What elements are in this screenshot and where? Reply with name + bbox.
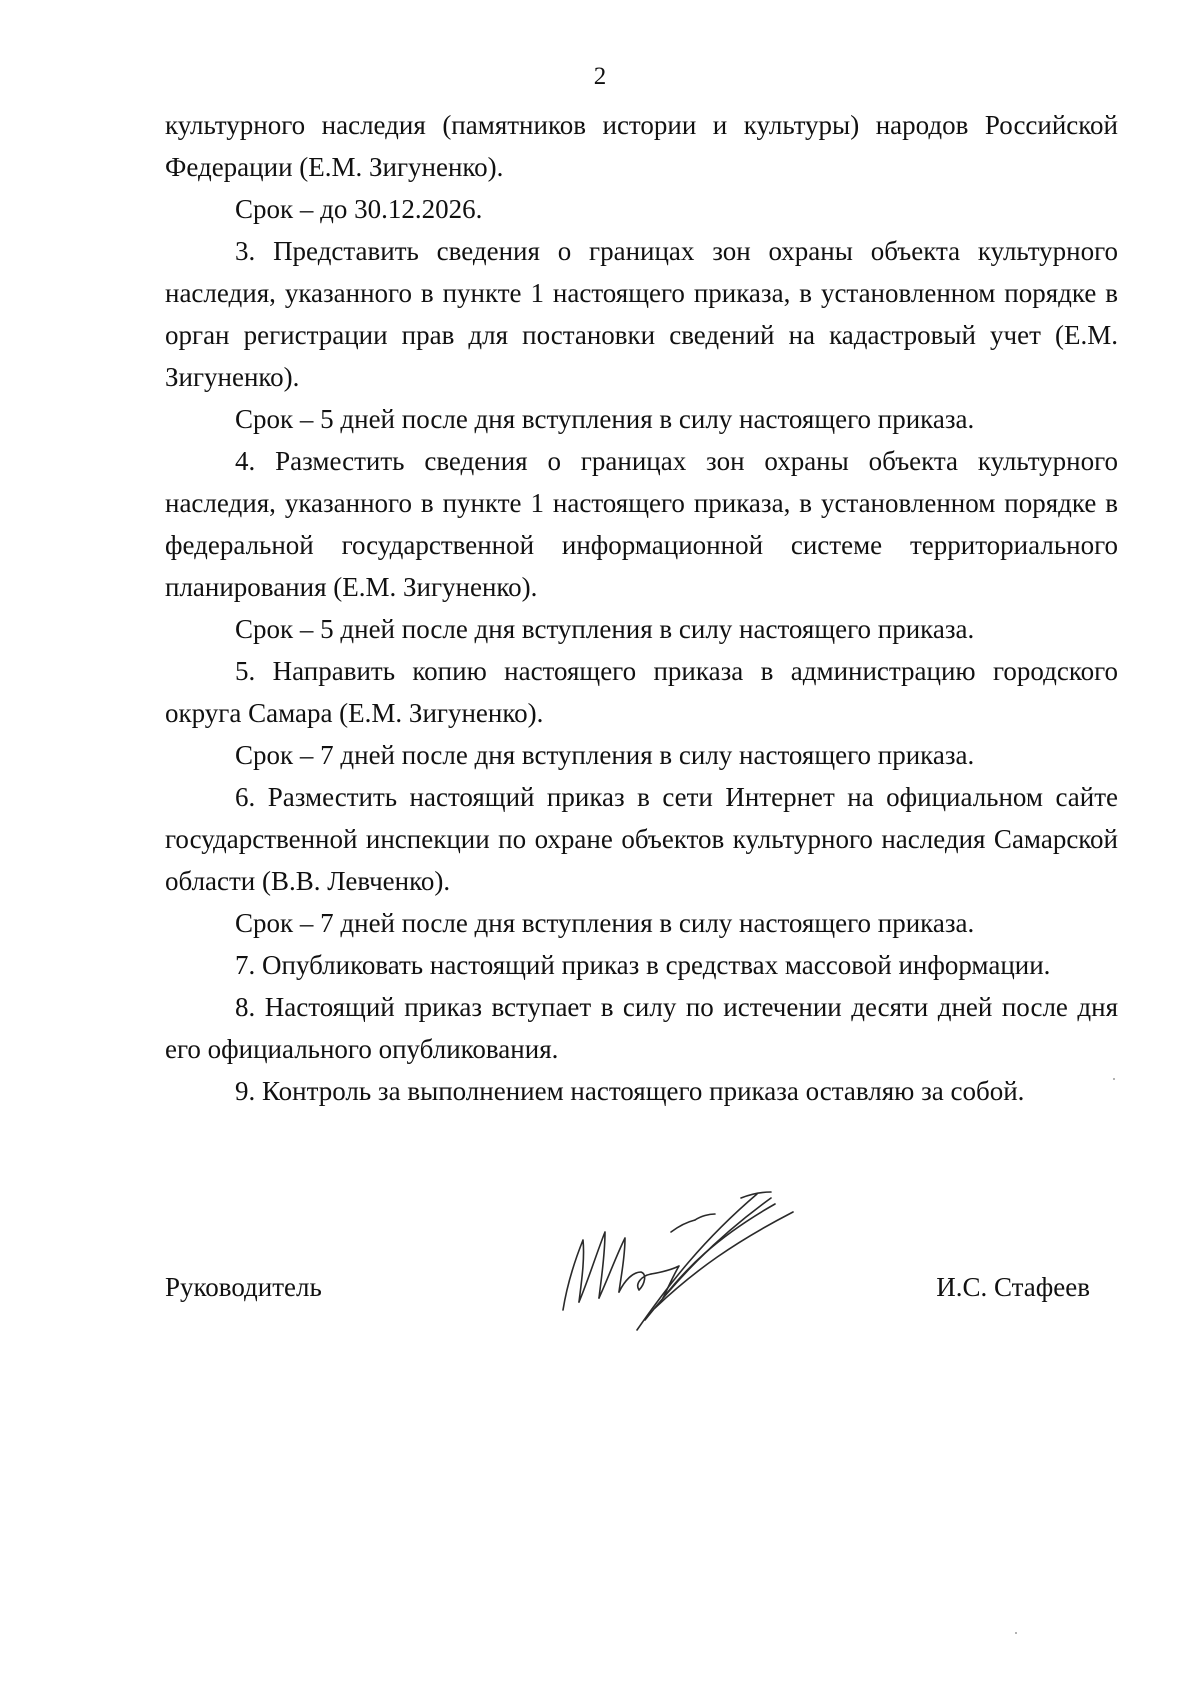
signature-block	[165, 1180, 1090, 1320]
scan-speck	[1015, 1632, 1017, 1634]
paragraph-item-6: 6. Разместить настоящий приказ в сети Интернет на официальном сайте государственной инспекции по охране объектов культурного наследия Самарской области (В.В. Левченко).	[165, 782, 1118, 896]
handwritten-signature	[545, 1180, 805, 1340]
paragraph-item-4: 4. Разместить сведения о границах зон охраны объекта культурного наследия, указанного в пункте 1 настоящего приказа, в установленном порядке в федеральной государственной информационной системе территориального планирования (Е.М. Зигуненко).	[165, 446, 1118, 602]
paragraph-deadline: Срок – 5 дней после дня вступления в силу настоящего приказа.	[235, 614, 975, 644]
paragraph-deadline: Срок – 5 дней после дня вступления в силу настоящего приказа.	[235, 404, 975, 434]
paragraph-deadline: Срок – 7 дней после дня вступления в силу настоящего приказа.	[235, 908, 975, 938]
scan-speck	[1113, 1078, 1115, 1080]
page-number: 2	[593, 63, 607, 90]
paragraph-deadline: Срок – до 30.12.2026.	[235, 194, 483, 224]
paragraph-item-5: 5. Направить копию настоящего приказа в администрацию городского округа Самара (Е.М. Зигуненко).	[165, 656, 1118, 728]
paragraph-item-8: 8. Настоящий приказ вступает в силу по истечении десяти дней после дня его официального опубликования.	[165, 992, 1118, 1064]
signatory-position: Руководитель	[165, 1272, 322, 1302]
paragraph-continuation: культурного наследия (памятников истории и культуры) народов Российской Федерации (Е.М. Зигуненко).	[165, 110, 1118, 182]
paragraph-item-7: 7. Опубликовать настоящий приказ в средствах массовой информации.	[235, 950, 1051, 980]
signatory-name: И.С. Стафеев	[936, 1272, 1090, 1302]
paragraph-item-3: 3. Представить сведения о границах зон охраны объекта культурного наследия, указанного в пункте 1 настоящего приказа, в установленном порядке в орган регистрации прав для постановки сведений на кадастровый учет (Е.М. Зигуненко).	[165, 236, 1118, 392]
document-body	[165, 104, 1118, 1112]
paragraph-deadline: Срок – 7 дней после дня вступления в силу настоящего приказа.	[235, 740, 975, 770]
paragraph-item-9: 9. Контроль за выполнением настоящего приказа оставляю за собой.	[235, 1076, 1025, 1106]
